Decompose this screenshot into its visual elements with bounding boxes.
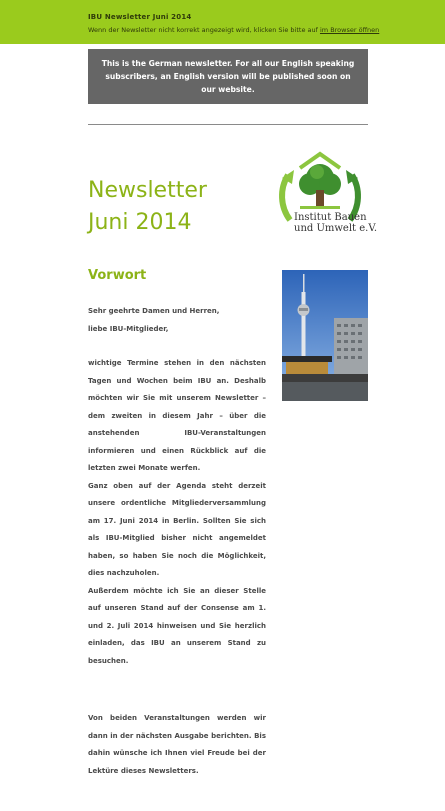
newsletter-title-line2: Juni 2014 (88, 210, 192, 235)
divider (88, 124, 368, 125)
english-version-text: This is the German newsletter. For all our English speaking subscribers, an English version will be published soon on our website. (101, 59, 355, 94)
view-in-browser-text: Wenn der Newsletter nicht korrekt angezeigt wird, klicken Sie bitte auf (88, 26, 318, 34)
ibu-logo (270, 150, 377, 245)
newsletter-title (88, 175, 248, 239)
berlin-tv-tower-photo (282, 270, 368, 401)
photo-illustration (282, 270, 368, 401)
view-in-browser-notice (88, 26, 379, 34)
newsletter-title-line1: Newsletter (88, 178, 207, 203)
logo-text-line1: Institut Bauen (294, 212, 367, 223)
logo-text (294, 212, 377, 234)
paragraph-2: Ganz oben auf der Agenda steht derzeit unsere ordentliche Mitgliederversammlung am 17. Juni 2014 in Berlin. Sollten Sie sich als IBU-Mitglied bisher nicht angemeldet haben, so haben Sie noch die Möglichkeit, dies nachzuholen. (88, 481, 266, 577)
logo-text-line2: und Umwelt e.V. (294, 223, 377, 234)
paragraph-4: Von beiden Veranstaltungen werden wir dann in der nächsten Ausgabe berichten. Bis dahin wünsche ich Ihnen viel Freude bei der Lektüre dieses Newsletters. (88, 714, 266, 775)
top-bar (0, 0, 445, 44)
closing-paragraph (88, 710, 266, 780)
open-in-browser-link[interactable]: im Browser öffnen (319, 26, 380, 34)
english-version-banner (88, 49, 368, 104)
intro-paragraphs (88, 355, 266, 670)
greeting-line1: Sehr geehrte Damen und Herren, (88, 307, 220, 315)
paragraph-3: Außerdem möchte ich Sie an dieser Stelle auf unseren Stand auf der Consense am 1. und 2. Juli 2014 hinweisen und Sie herzlich einladen, das IBU an unserem Stand zu besuchen. (88, 586, 266, 665)
newsletter-header-title: IBU Newsletter Juni 2014 (88, 13, 192, 21)
paragraph-1: wichtige Termine stehen in den nächsten Tagen und Wochen beim IBU an. Deshalb möchten wir Sie mit unserem Newsletter – dem zweiten in diesem Jahr – über die anstehenden IBU-Veranstaltungen informieren und einen Rückblick auf die letzten zwei Monate werfen. (88, 359, 266, 472)
greeting-block (88, 303, 266, 338)
section-heading: Vorwort (88, 268, 147, 283)
greeting-line2: liebe IBU-Mitglieder, (88, 324, 169, 333)
